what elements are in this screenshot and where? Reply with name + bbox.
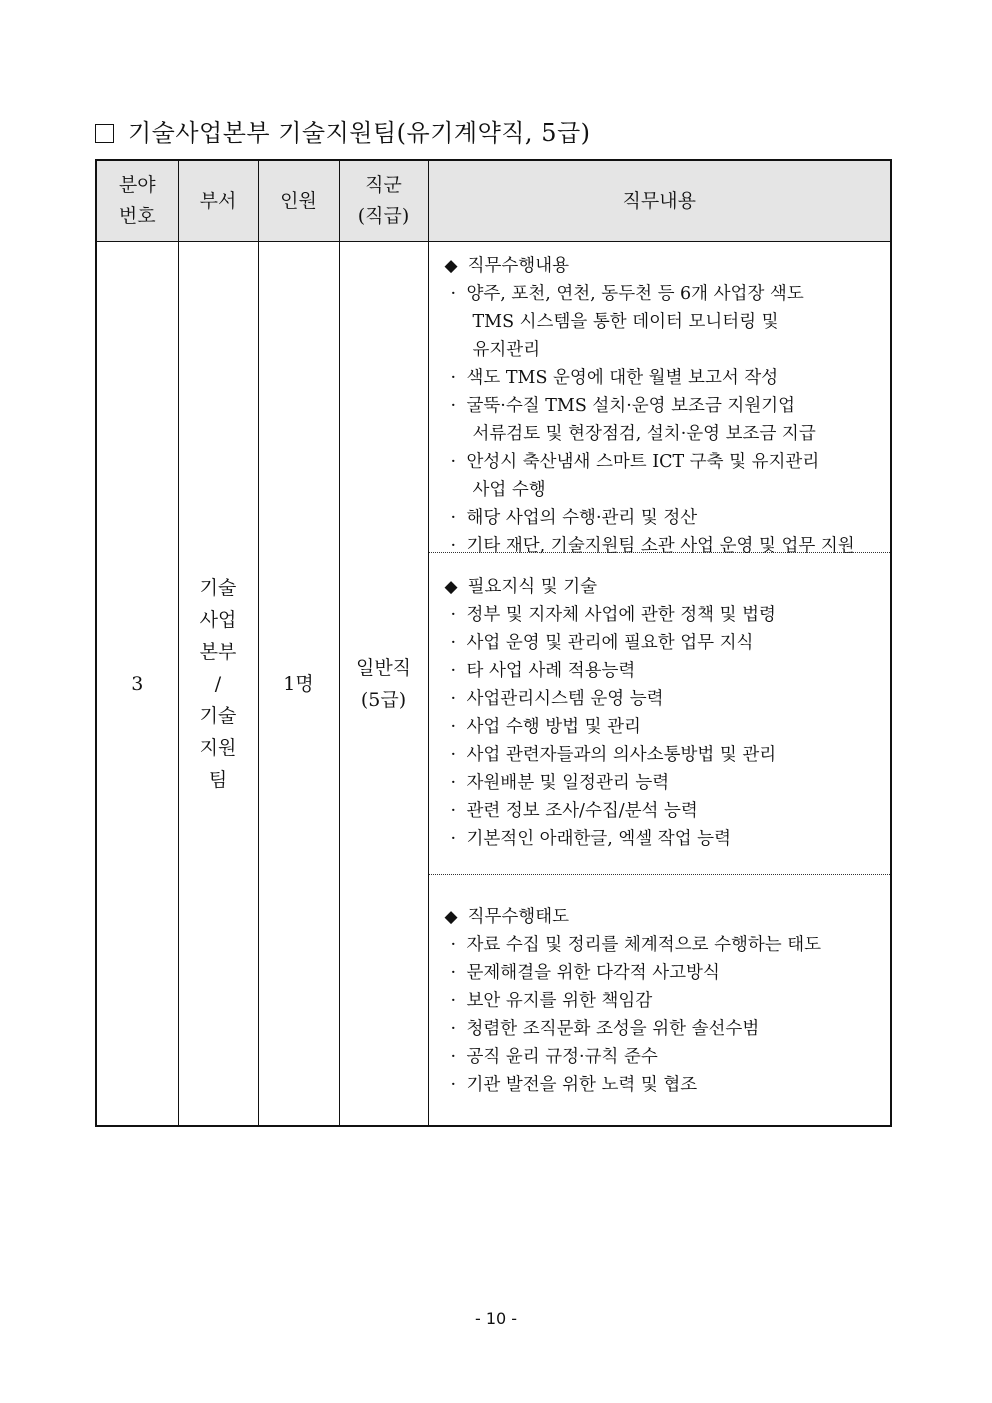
middle-dot-bullet-icon: · [450,829,457,849]
list-item: · 색도 TMS 운영에 대한 월별 보고서 작성 [445,364,887,392]
list-item: · 안성시 축산냄새 스마트 ICT 구축 및 유지관리 [445,448,887,476]
middle-dot-bullet-icon: · [450,396,457,416]
list-item: · 문제해결을 위한 다각적 사고방식 [445,959,887,987]
list-item: · 공직 윤리 규정·규칙 준수 [445,1043,887,1071]
header-field-no: 분야 번호 [96,160,178,242]
middle-dot-bullet-icon: · [450,633,457,653]
checkbox-square-icon [95,124,114,143]
list-item: · 보안 유지를 위한 책임감 [445,987,887,1015]
header-dept: 부서 [178,160,258,242]
list-item: · 양주, 포천, 연천, 동두천 등 6개 사업장 색도 [445,280,887,308]
list-item: · 타 사업 사례 적용능력 [445,657,887,685]
middle-dot-bullet-icon: · [450,963,457,983]
section-title: ◆ 직무수행내용 [445,252,887,280]
list-item-continuation: 서류검토 및 현장점검, 설치·운영 보조금 지급 [472,424,816,444]
middle-dot-bullet-icon: · [450,991,457,1011]
diamond-bullet-icon: ◆ [444,907,458,927]
middle-dot-bullet-icon: · [450,717,457,737]
headcount-cell: 1명 [258,242,339,1127]
duty-sections [429,242,891,1125]
duty-section [429,874,891,1125]
header-duties: 직무내용 [428,160,891,242]
middle-dot-bullet-icon: · [450,508,457,528]
middle-dot-bullet-icon: · [450,745,457,765]
list-item: · 기본적인 아래한글, 엑셀 작업 능력 [445,825,887,853]
section-heading [95,113,591,148]
diamond-bullet-icon: ◆ [444,577,458,597]
list-item-continuation: TMS 시스템을 통한 데이터 모니터링 및 [472,312,779,332]
middle-dot-bullet-icon: · [450,1075,457,1095]
field-no-cell: 3 [96,242,178,1127]
section-title: ◆ 필요지식 및 기술 [445,573,887,601]
list-item: · 기타 재단, 기술지원팀 소관 사업 운영 및 업무 지원 [445,532,887,560]
list-item-continuation: 사업 수행 [472,480,546,500]
middle-dot-bullet-icon: · [450,368,457,388]
list-item: · 기관 발전을 위한 노력 및 협조 [445,1071,887,1099]
table-header-row [96,160,891,242]
middle-dot-bullet-icon: · [450,536,457,556]
middle-dot-bullet-icon: · [450,1019,457,1039]
list-item: · 자원배분 및 일정관리 능력 [445,769,887,797]
list-item: · 청렴한 조직문화 조성을 위한 솔선수범 [445,1015,887,1043]
page-number: - 10 - [474,1309,518,1328]
list-item: · 정부 및 지자체 사업에 관한 정책 및 법령 [445,601,887,629]
middle-dot-bullet-icon: · [450,689,457,709]
middle-dot-bullet-icon: · [450,1047,457,1067]
middle-dot-bullet-icon: · [450,661,457,681]
middle-dot-bullet-icon: · [450,452,457,472]
middle-dot-bullet-icon: · [450,773,457,793]
list-item: · 사업 관련자들과의 의사소통방법 및 관리 [445,741,887,769]
header-grade: 직군 (직급) [339,160,428,242]
dept-cell: 기술 사업 본부 / 기술 지원 팀 [178,242,258,1127]
grade-cell: 일반직 (5급) [339,242,428,1127]
middle-dot-bullet-icon: · [450,284,457,304]
duties-cell [428,242,891,1127]
middle-dot-bullet-icon: · [450,935,457,955]
list-item-continuation: 유지관리 [472,340,541,360]
list-item: · 사업관리시스템 운영 능력 [445,685,887,713]
duty-section [429,552,891,874]
diamond-bullet-icon: ◆ [444,256,458,276]
list-item: · 해당 사업의 수행·관리 및 정산 [445,504,887,532]
list-item: · 사업 운영 및 관리에 필요한 업무 지식 [445,629,887,657]
list-item: · 사업 수행 방법 및 관리 [445,713,887,741]
table-row [96,242,891,1127]
middle-dot-bullet-icon: · [450,605,457,625]
header-headcount: 인원 [258,160,339,242]
section-title: ◆ 직무수행태도 [445,903,887,931]
heading-text: 기술사업본부 기술지원팀(유기계약직, 5급) [128,119,591,147]
job-table [95,159,892,1127]
list-item: · 자료 수집 및 정리를 체계적으로 수행하는 태도 [445,931,887,959]
list-item: · 굴뚝·수질 TMS 설치·운영 보조금 지원기업 [445,392,887,420]
list-item: · 관련 정보 조사/수집/분석 능력 [445,797,887,825]
middle-dot-bullet-icon: · [450,801,457,821]
duty-section [429,242,891,556]
